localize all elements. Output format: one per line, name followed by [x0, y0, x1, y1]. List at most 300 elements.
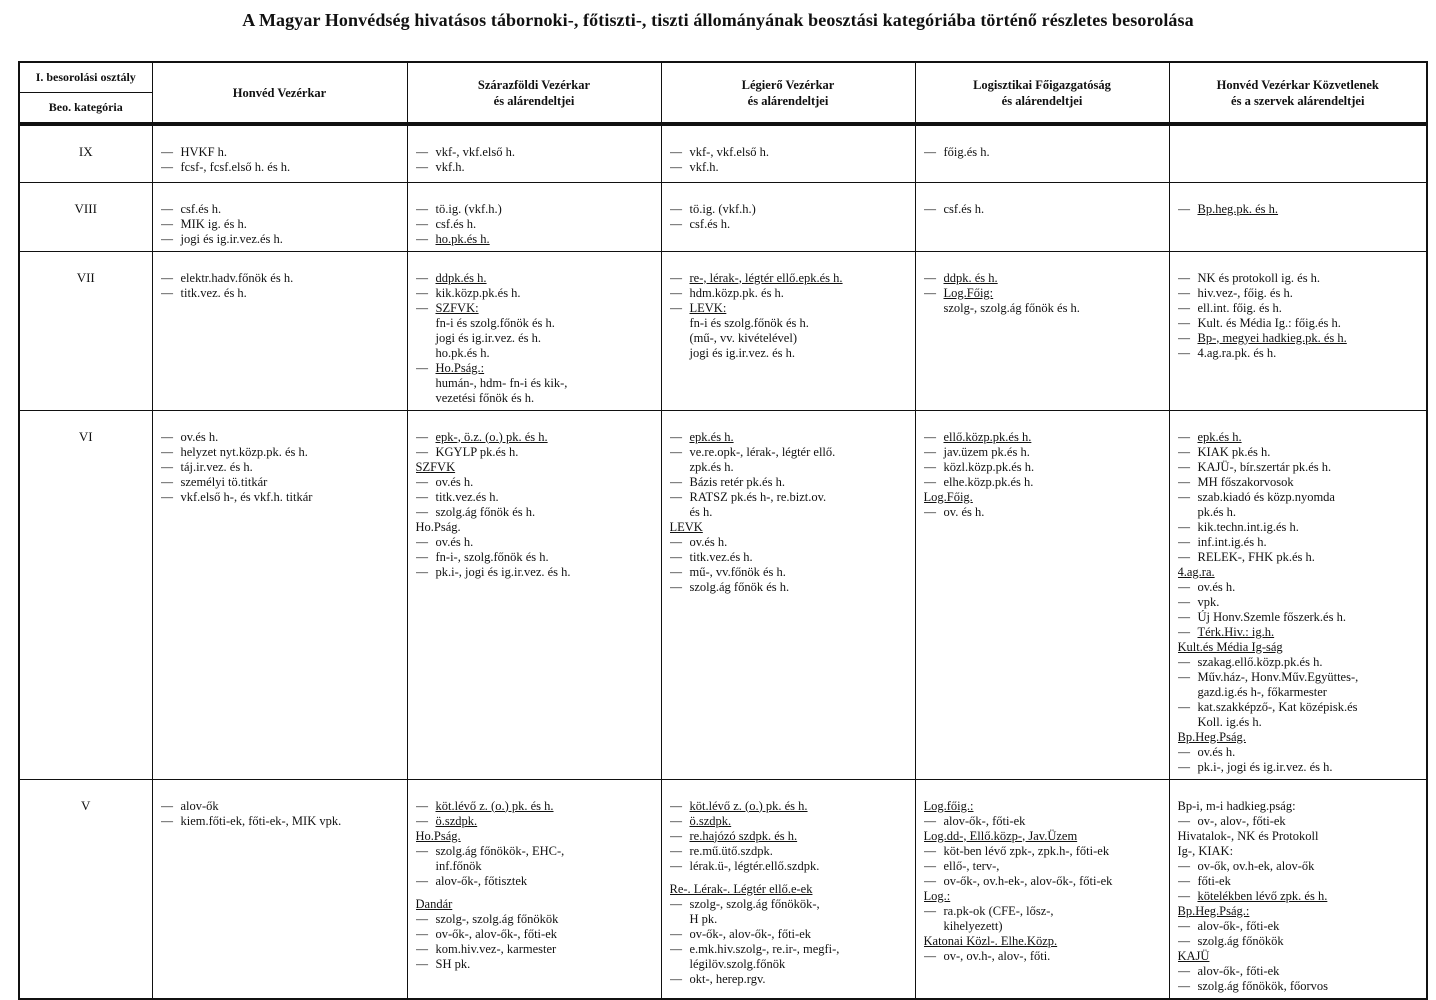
list-item-text: Bp.Heg.Pság.:: [1177, 903, 1250, 918]
list-item: [1178, 331, 1421, 346]
header-col-line2: és alárendeltjei: [493, 93, 575, 108]
header-col-line2: és alárendeltjei: [747, 93, 829, 108]
list-item: [1178, 745, 1421, 760]
list-item-text: és h.: [689, 504, 713, 519]
list-item-text: ov.és h.: [435, 534, 474, 549]
header-col-hvk: [152, 62, 407, 123]
assignment-cell: [152, 125, 407, 182]
list-item: [416, 957, 655, 972]
list-item-text: csf.és h.: [180, 201, 222, 216]
list-item-text: 4.ag.ra.pk. és h.: [1197, 345, 1277, 360]
list-item-text: ddpk. és h.: [943, 270, 998, 285]
list-item: [924, 301, 1163, 316]
list-item-text: inf.főnök: [435, 858, 482, 873]
list-item-text: fn-i és szolg.főnök és h.: [689, 315, 809, 330]
list-item-text: fn-i-, szolg.főnök és h.: [435, 549, 549, 564]
list-item: [161, 445, 401, 460]
list-item-text: jogi és ig.ir.vez. és h.: [435, 330, 542, 345]
list-item-text: zpk.és h.: [689, 459, 734, 474]
list-item-text: ov.és h.: [689, 534, 728, 549]
list-item: [670, 565, 909, 580]
assignment-cell: [915, 125, 1169, 182]
list-item-text: okt-, herep.rgv.: [689, 971, 766, 986]
assignment-list: [153, 183, 407, 251]
list-item-text: helyzet nyt.közp.pk. és h.: [180, 444, 308, 459]
list-item-text: Ho.Pság.: [415, 519, 461, 534]
list-item: [416, 217, 655, 232]
list-item: [924, 799, 1163, 814]
list-item: [416, 829, 655, 844]
list-item: [670, 460, 909, 475]
header-col-line1: Honvéd Vezérkar Közvetlenek: [1216, 77, 1379, 92]
assignment-list: [662, 252, 915, 365]
assignment-cell: [152, 182, 407, 251]
assignment-cell: [407, 125, 661, 182]
list-item-text: Log.Főig.: [923, 489, 973, 504]
list-item-text: alov-ők-, főti-ek: [1197, 918, 1280, 933]
list-item: [1178, 814, 1421, 829]
list-item-text: RATSZ pk.és h-, re.bizt.ov.: [689, 489, 827, 504]
classification-table: [18, 124, 1428, 1000]
list-item: [670, 844, 909, 859]
list-item: [416, 460, 655, 475]
assignment-list: [1170, 126, 1427, 149]
assignment-cell: [407, 182, 661, 251]
list-item: [1178, 934, 1421, 949]
list-item-text: fcsf-, fcsf.első h. és h.: [180, 160, 291, 174]
list-item: [161, 430, 401, 445]
list-item-text: hdm.közp.pk. és h.: [689, 285, 784, 300]
list-item: [416, 301, 655, 316]
list-item: [161, 271, 401, 286]
list-item-text: alov-ők-, főtisztek: [435, 873, 528, 888]
list-item: [670, 271, 909, 286]
assignment-cell: [1169, 779, 1427, 999]
list-item-text: csf.és h.: [943, 201, 985, 216]
assignment-cell: [407, 251, 661, 410]
list-item: [416, 331, 655, 346]
list-item-text: ov.és h.: [180, 429, 219, 444]
list-item: [1178, 730, 1421, 745]
assignment-list: [1170, 252, 1427, 365]
list-item: [670, 897, 909, 912]
list-item: [670, 580, 909, 595]
list-item-text: alov-ők-, főti-ek: [943, 813, 1026, 828]
list-item: [670, 160, 909, 175]
list-item: [670, 217, 909, 232]
list-item: [924, 145, 1163, 160]
list-item-text: szolg-, szolg.ág főnökök: [435, 911, 559, 926]
list-item-text: vezetési főnök és h.: [435, 390, 535, 405]
category-cell: IX: [19, 125, 152, 182]
list-item: [924, 430, 1163, 445]
list-item-text: főig.és h.: [943, 145, 990, 159]
list-item: [670, 972, 909, 987]
list-item-text: szolg-, szolg.ág főnök és h.: [943, 300, 1080, 315]
list-item: [416, 859, 655, 874]
list-item-text: humán-, hdm- fn-i és kik-,: [435, 375, 568, 390]
list-item-text: ellő.közp.pk.és h.: [943, 429, 1032, 444]
list-item-text: táj.ir.vez. és h.: [180, 459, 253, 474]
list-item: [416, 376, 655, 391]
page-title: A Magyar Honvédség hivatásos tábornoki-, főtiszti-, tiszti állományának beosztási kategóriába történő részletes besorolása: [242, 10, 1194, 30]
list-item-text: MH főszakorvosok: [1197, 474, 1294, 489]
assignment-cell: [1169, 182, 1427, 251]
list-item-text: szolg.ág főnök és h.: [435, 504, 536, 519]
list-item-text: ov. és h.: [943, 504, 985, 519]
list-item: [1178, 505, 1421, 520]
list-item: [416, 145, 655, 160]
list-item-text: epk.és h.: [689, 429, 734, 444]
list-item: [924, 271, 1163, 286]
list-item-text: Log.Főig:: [943, 285, 994, 300]
table-row: [19, 251, 1427, 410]
list-item-text: köt.lévő z. (o.) pk. és h.: [435, 798, 554, 813]
list-item: [1178, 829, 1421, 844]
list-item-text: SH pk.: [435, 956, 471, 971]
list-item: [924, 475, 1163, 490]
list-item: [670, 445, 909, 460]
list-item: [924, 460, 1163, 475]
list-item: [416, 286, 655, 301]
list-item: [1178, 685, 1421, 700]
assignment-list: [408, 126, 661, 179]
assignment-cell: [152, 410, 407, 779]
list-item: [416, 535, 655, 550]
assignment-cell: [661, 125, 915, 182]
list-item-text: ö.szdpk.: [435, 813, 478, 828]
header-col-hvk-kozvetlenek: [1169, 62, 1427, 123]
list-item: [924, 445, 1163, 460]
list-item: [1178, 520, 1421, 535]
list-item: [1178, 490, 1421, 505]
category-cell: V: [19, 779, 152, 999]
list-item: [670, 490, 909, 505]
list-item-text: Katonai Közl-. Elhe.Közp.: [923, 933, 1058, 948]
header-row: [19, 62, 1427, 123]
list-item-text: szolg.ág főnökök: [1197, 933, 1284, 948]
list-item: [416, 814, 655, 829]
list-item-text: Log.főig.:: [923, 798, 974, 813]
list-item-text: SZFVK:: [435, 300, 479, 315]
list-item-text: tö.ig. (vkf.h.): [435, 201, 502, 216]
list-item: [1178, 904, 1421, 919]
list-item: [161, 799, 401, 814]
assignment-cell: [152, 779, 407, 999]
list-item-text: Bp-i, m-i hadkieg.pság:: [1177, 798, 1296, 813]
list-item: [416, 490, 655, 505]
list-item-text: köt-ben lévő zpk-, zpk.h-, főti-ek: [943, 843, 1110, 858]
list-item: [416, 897, 655, 912]
list-item-text: vkf.h.: [435, 160, 465, 174]
list-item: [1178, 949, 1421, 964]
assignment-cell: [407, 410, 661, 779]
header-col-levk: [661, 62, 915, 123]
list-item: [924, 949, 1163, 964]
assignment-list: [408, 411, 661, 584]
list-item: [670, 346, 909, 361]
list-item-text: lérak.ü-, légtér.ellő.szdpk.: [689, 858, 820, 873]
list-item: [161, 232, 401, 247]
list-item: [1178, 964, 1421, 979]
list-item-text: köt.lévő z. (o.) pk. és h.: [689, 798, 808, 813]
header-col-line1: Honvéd Vezérkar: [232, 85, 327, 100]
assignment-list: [408, 780, 661, 976]
list-item-text: kik.techn.int.ig.és h.: [1197, 519, 1299, 534]
assignment-cell: [661, 182, 915, 251]
list-item-text: inf.int.ig.és h.: [1197, 534, 1267, 549]
list-item: [1178, 565, 1421, 580]
list-item-text: ho.pk.és h.: [435, 345, 490, 360]
list-item: [1178, 301, 1421, 316]
list-item-text: szolg.ág főnök és h.: [689, 579, 790, 594]
list-item: [924, 889, 1163, 904]
list-item: [670, 799, 909, 814]
list-item-text: jogi és ig.ir.vez. és h.: [689, 345, 796, 360]
list-item-text: személyi tö.titkár: [180, 474, 268, 489]
list-item-text: alov-ők: [180, 798, 219, 813]
list-item-text: Ig-, KIAK:: [1177, 843, 1234, 858]
list-item-text: csf.és h.: [435, 216, 477, 231]
list-item-text: NK és protokoll ig. és h.: [1197, 270, 1321, 285]
list-item: [1178, 655, 1421, 670]
list-item: [1178, 670, 1421, 685]
list-item-text: ddpk.és h.: [435, 270, 487, 285]
list-item-text: RELEK-, FHK pk.és h.: [1197, 549, 1315, 564]
assignment-cell: [1169, 410, 1427, 779]
header-col-line1: Légierő Vezérkar: [741, 77, 835, 92]
list-item-text: gazd.ig.és h-, főkarmester: [1197, 684, 1327, 699]
assignment-cell: [661, 410, 915, 779]
list-item-text: vpk.: [1197, 594, 1220, 609]
list-item: [670, 505, 909, 520]
list-item-text: epk-, ö.z. (o.) pk. és h.: [435, 429, 548, 444]
list-item: [670, 316, 909, 331]
list-item: [670, 301, 909, 316]
header-col-line2: és a szervek alárendeltjei: [1231, 93, 1365, 108]
list-item: [670, 942, 909, 957]
list-item: [161, 202, 401, 217]
list-item: [1178, 202, 1421, 217]
list-item: [1178, 346, 1421, 361]
list-item-text: KAJÜ: [1177, 948, 1210, 963]
list-item-text: szolg-, szolg.ág főnökök-,: [689, 896, 820, 911]
list-item-text: Térk.Hiv.: ig.h.: [1197, 624, 1275, 639]
list-item: [670, 859, 909, 874]
list-item-text: ov.és h.: [1197, 579, 1236, 594]
list-item-text: ov-ők-, ov.h-ek-, alov-ők-, főti-ek: [943, 873, 1113, 888]
list-item-text: ov-ők-, alov-ők-, főti-ek: [689, 926, 811, 941]
list-item: [924, 874, 1163, 889]
table-row: [19, 779, 1427, 999]
assignment-cell: [915, 779, 1169, 999]
list-item: [416, 912, 655, 927]
list-item: [1178, 859, 1421, 874]
list-item-text: re.mű.ütő.szdpk.: [689, 843, 773, 858]
list-item-text: Re-. Lérak-. Légtér ellő.e-ek: [669, 881, 813, 896]
header-col-line2: és alárendeltjei: [1001, 93, 1083, 108]
category-cell: VII: [19, 251, 152, 410]
list-item-text: kihelyezett): [943, 918, 1003, 933]
assignment-list: [916, 252, 1169, 320]
list-item: [416, 271, 655, 286]
list-item-text: HVKF h.: [180, 145, 228, 159]
assignment-cell: [661, 251, 915, 410]
list-item-text: elektr.hadv.főnök és h.: [180, 270, 294, 285]
list-item-text: ve.re.opk-, lérak-, légtér ellő.: [689, 444, 836, 459]
list-item-text: ov.és h.: [1197, 744, 1236, 759]
list-item: [1178, 979, 1421, 994]
assignment-cell: [1169, 125, 1427, 182]
header-col-logfoig: [915, 62, 1169, 123]
header-class-cell: [19, 62, 152, 123]
list-item-text: Ho.Pság.: [415, 828, 461, 843]
list-item-text: Műv.ház-, Honv.Műv.Együttes-,: [1197, 669, 1359, 684]
table-body: [19, 125, 1427, 999]
list-item: [161, 460, 401, 475]
list-item: [670, 957, 909, 972]
list-item: [416, 565, 655, 580]
list-item: [1178, 445, 1421, 460]
list-item-text: Bp.Heg.Pság.: [1177, 729, 1246, 744]
assignment-list: [916, 126, 1169, 164]
list-item-text: KAJÜ-, bír.szertár pk.és h.: [1197, 459, 1332, 474]
list-item: [1178, 580, 1421, 595]
list-item: [1178, 919, 1421, 934]
list-item: [416, 445, 655, 460]
assignment-list: [662, 780, 915, 991]
list-item: [670, 829, 909, 844]
assignment-list: [153, 780, 407, 833]
list-item-text: Bp-, megyei hadkieg.pk. és h.: [1197, 330, 1347, 345]
list-item-text: Új Honv.Szemle főszerk.és h.: [1197, 609, 1346, 624]
list-item: [924, 202, 1163, 217]
list-item: [1178, 610, 1421, 625]
list-item: [416, 346, 655, 361]
assignment-cell: [915, 251, 1169, 410]
list-item-text: kik.közp.pk.és h.: [435, 285, 521, 300]
list-item: [924, 934, 1163, 949]
list-item-text: ö.szdpk.: [689, 813, 732, 828]
list-item: [416, 550, 655, 565]
list-item: [1178, 640, 1421, 655]
list-item-text: vkf-, vkf.első h.: [689, 145, 769, 159]
list-item: [1178, 844, 1421, 859]
list-item-text: MIK ig. és h.: [180, 216, 247, 231]
list-item: [924, 904, 1163, 919]
list-item: [161, 160, 401, 175]
list-item-text: Koll. ig.és h.: [1197, 714, 1262, 729]
list-item-text: mű-, vv.főnök és h.: [689, 564, 786, 579]
list-item-text: Hivatalok-, NK és Protokoll: [1177, 828, 1319, 843]
table-row: [19, 410, 1427, 779]
list-item: [161, 475, 401, 490]
list-item: [416, 202, 655, 217]
list-item: [416, 799, 655, 814]
assignment-list: [153, 126, 407, 179]
list-item-text: alov-ők-, főti-ek: [1197, 963, 1280, 978]
list-item-text: jogi és ig.ir.vez.és h.: [180, 231, 283, 246]
list-item: [1178, 271, 1421, 286]
category-cell: VIII: [19, 182, 152, 251]
list-item: [1178, 760, 1421, 775]
list-item: [416, 505, 655, 520]
list-item-text: ov-ők, ov.h-ek, alov-ők: [1197, 858, 1315, 873]
list-item: [161, 286, 401, 301]
list-item: [416, 361, 655, 376]
list-item-text: ov-, ov.h-, alov-, főti.: [943, 948, 1051, 963]
list-item: [670, 475, 909, 490]
assignment-cell: [915, 182, 1169, 251]
list-item-text: szolg.ág főnökök-, EHC-,: [435, 843, 565, 858]
list-item-text: ho.pk.és h.: [435, 231, 490, 246]
list-item: [416, 844, 655, 859]
assignment-cell: [152, 251, 407, 410]
list-item-text: kat.szakképző-, Kat középisk.és: [1197, 699, 1358, 714]
assignment-list: [1170, 183, 1427, 221]
list-item: [1178, 475, 1421, 490]
list-item: [416, 520, 655, 535]
assignment-list: [916, 780, 1169, 968]
list-item: [416, 391, 655, 406]
list-item: [670, 814, 909, 829]
list-item-text: titk.vez. és h.: [180, 285, 247, 300]
list-item: [670, 550, 909, 565]
list-item-text: KIAK pk.és h.: [1197, 444, 1271, 459]
assignment-list: [153, 252, 407, 305]
list-item-text: re-, lérak-, légtér ellő.epk.és h.: [689, 270, 843, 285]
list-item-text: vkf.első h-, és vkf.h. titkár: [180, 489, 313, 504]
list-item: [670, 145, 909, 160]
assignment-list: [408, 183, 661, 251]
assignment-list: [1170, 780, 1427, 998]
list-item: [416, 942, 655, 957]
list-item: [416, 874, 655, 889]
list-item: [416, 160, 655, 175]
list-item: [416, 316, 655, 331]
list-item-text: Bp.heg.pk. és h.: [1197, 201, 1279, 216]
header-col-line1: Szárazföldi Vezérkar: [477, 77, 591, 92]
list-item: [924, 286, 1163, 301]
list-item: [924, 844, 1163, 859]
list-item: [161, 490, 401, 505]
list-item: [1178, 625, 1421, 640]
header-table: [18, 61, 1428, 124]
list-item-text: légilöv.szolg.főnök: [689, 956, 786, 971]
assignment-cell: [915, 410, 1169, 779]
list-item: [1178, 595, 1421, 610]
list-item: [161, 145, 401, 160]
list-item: [670, 882, 909, 897]
header-category-label: Beo. kategória: [48, 100, 123, 114]
list-item: [1178, 715, 1421, 730]
list-item-text: 4.ag.ra.: [1177, 564, 1215, 579]
list-item-text: fn-i és szolg.főnök és h.: [435, 315, 555, 330]
list-item: [924, 859, 1163, 874]
header-col-szfvk: [407, 62, 661, 123]
list-item-text: Kult.és Média Ig-ság: [1177, 639, 1283, 654]
assignment-list: [916, 411, 1169, 524]
list-item: [670, 520, 909, 535]
list-item: [1178, 874, 1421, 889]
list-item: [1178, 460, 1421, 475]
assignment-list: [153, 411, 407, 509]
list-item-text: ov-ők-, alov-ők-, főti-ek: [435, 926, 557, 941]
list-item-text: ra.pk-ok (CFE-, lősz-,: [943, 903, 1054, 918]
assignment-cell: [407, 779, 661, 999]
list-item: [924, 505, 1163, 520]
list-item: [416, 475, 655, 490]
